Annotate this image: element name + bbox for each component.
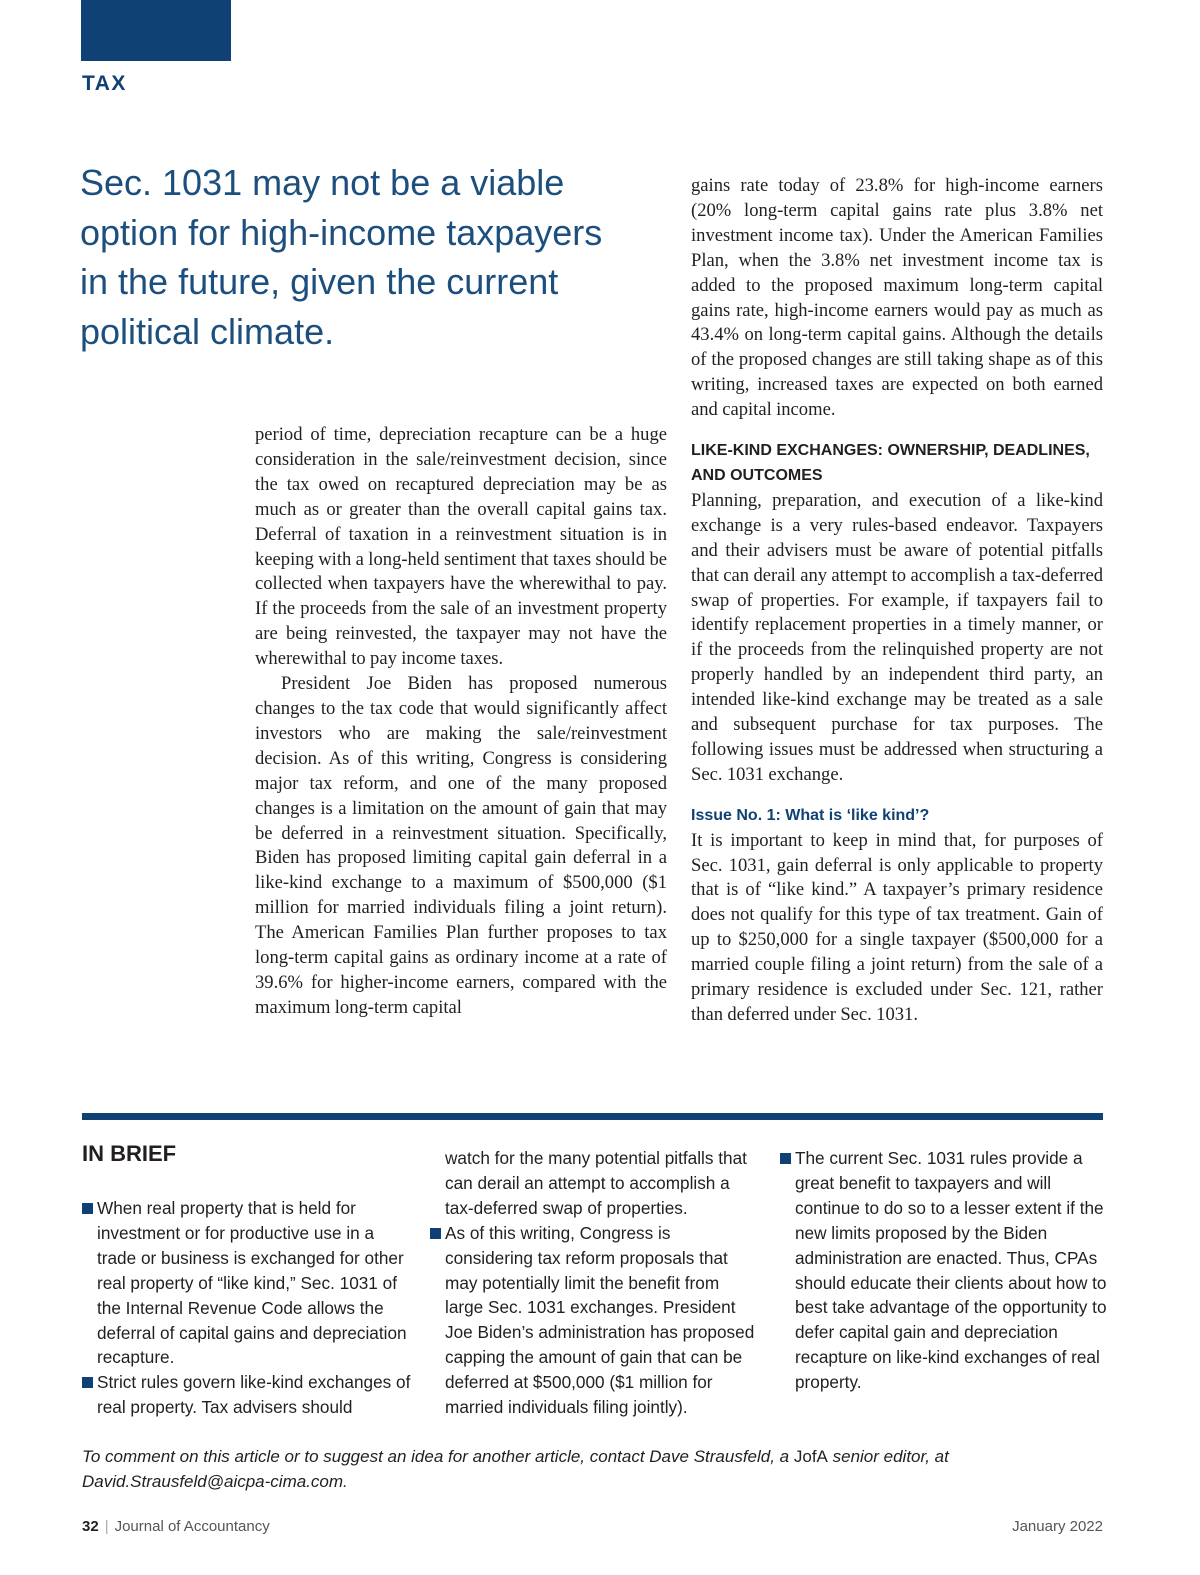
body-paragraph: Planning, preparation, and execution of a like-kind exchange is a very rules-based endeavor. Taxpayers and their advisers must be aware of potential pitfalls that can derail any attempt to accomplish a tax-deferred swap of properties. For example, if taxpayers fail to identify replacement properties in a timely manner, or if the proceeds from the relinquished property are not properly handled by an independent third party, an intended like-kind exchange may be treated as a sale and subsequent purchase for tax purposes. The following issues must be addressed when structuring a Sec. 1031 exchange. xyxy=(691,489,1103,785)
section-label: TAX xyxy=(82,72,127,95)
footer-left xyxy=(82,1518,270,1535)
in-brief-bullet: As of this writing, Congress is considering tax reform proposals that may potentially limit the benefit from large Sec. 1031 exchanges. President Joe Biden’s administration has proposed capping the amount of gain that can be deferred at $500,000 ($1 million for married individuals filing jointly). xyxy=(430,1221,760,1420)
header-color-block xyxy=(81,0,231,61)
in-brief-bullet: The current Sec. 1031 rules provide a great benefit to taxpayers and will continue to do so to a lesser extent if the new limits proposed by the Biden administration are enacted. Thus, CPAs should educate their clients about how to best take advantage of the opportunity to defer capital gain and depreciation recapture on like-kind exchanges of real property. xyxy=(780,1146,1110,1395)
issue-heading: Issue No. 1: What is ‘like kind’? xyxy=(691,806,930,824)
body-paragraph: It is important to keep in mind that, for purposes of Sec. 1031, gain deferral is only applicable to property that is of “like kind.” A taxpayer’s primary residence does not qualify for this type of tax treatment. Gain of up to $250,000 for a single taxpayer ($500,000 for a married couple filing a joint return) from the sale of a primary residence is excluded under Sec. 121, rather than deferred under Sec. 1031. xyxy=(691,829,1103,1025)
in-brief-column-3 xyxy=(780,1146,1110,1395)
section-heading: LIKE-KIND EXCHANGES: OWNERSHIP, DEADLINES, AND OUTCOMES xyxy=(691,442,1090,484)
in-brief-column-2 xyxy=(430,1146,760,1420)
publication-name: JofA xyxy=(793,1447,828,1466)
in-brief-divider xyxy=(82,1113,1103,1120)
comment-text-end: senior editor, at xyxy=(827,1447,949,1466)
body-column-left xyxy=(255,423,667,1021)
issue-date: January 2022 xyxy=(1012,1518,1103,1535)
journal-name: Journal of Accountancy xyxy=(114,1518,270,1535)
comment-note xyxy=(82,1444,1082,1494)
footer-separator: | xyxy=(104,1518,109,1535)
page-number: 32 xyxy=(82,1518,99,1535)
body-column-right xyxy=(691,174,1103,1028)
in-brief-bullet: When real property that is held for investment or for productive use in a trade or business is exchanged for other real property of “like kind,” Sec. 1031 of the Internal Revenue Code allows the deferral of capital gains and depreciation recapture. xyxy=(82,1196,412,1370)
comment-text: To comment on this article or to suggest an idea for another article, contact Dave Strausfeld, a xyxy=(82,1447,794,1466)
body-paragraph: gains rate today of 23.8% for high-income earners (20% long-term capital gains rate plus 3.8% net investment income tax). Under the American Families Plan, when the 3.8% net investment income tax is added to the proposed maximum long-term capital gains rate, high-income earners would pay as much as 43.4% on long-term capital gains. Although the details of the proposed changes are still taking shape as of this writing, increased taxes are expected on both earned and capital income. xyxy=(691,175,1103,421)
in-brief-column-1 xyxy=(82,1196,412,1420)
in-brief-bullet: Strict rules govern like-kind exchanges of real property. Tax advisers should xyxy=(82,1370,412,1420)
in-brief-title: IN BRIEF xyxy=(82,1141,177,1166)
pull-quote: Sec. 1031 may not be a viable option for high-income taxpayers in the future, given the current political climate. xyxy=(80,162,603,352)
editor-email-link[interactable]: David.Strausfeld@aicpa-cima.com. xyxy=(82,1472,348,1491)
body-paragraph: period of time, depreciation recapture can be a huge consideration in the sale/reinvestment decision, since the tax owed on recaptured depreciation may be as much as or greater than the overall capital gains tax. Deferral of taxation in a reinvestment situation is in keeping with a long-held sentiment that taxes should be collected when taxpayers have the wherewithal to pay. If the proceeds from the sale of an investment property are being reinvested, the taxpayer may not have the wherewithal to pay income taxes. xyxy=(255,424,667,670)
in-brief-bullet-continued: watch for the many potential pitfalls that can derail an attempt to accomplish a tax-deferred swap of properties. xyxy=(445,1148,747,1218)
body-paragraph: President Joe Biden has proposed numerous changes to the tax code that would significantly affect investors who are making the sale/reinvestment decision. As of this writing, Congress is considering major tax reform, and one of the many proposed changes is a limitation on the amount of gain that may be deferred in a reinvestment situation. Specifically, Biden has proposed limiting capital gain deferral in a like-kind exchange to a maximum of $500,000 ($1 million for married individuals filing a joint return). The American Families Plan further proposes to tax long-term capital gains as ordinary income at a rate of 39.6% for higher-income earners, compared with the maximum long-term capital xyxy=(255,673,667,1018)
